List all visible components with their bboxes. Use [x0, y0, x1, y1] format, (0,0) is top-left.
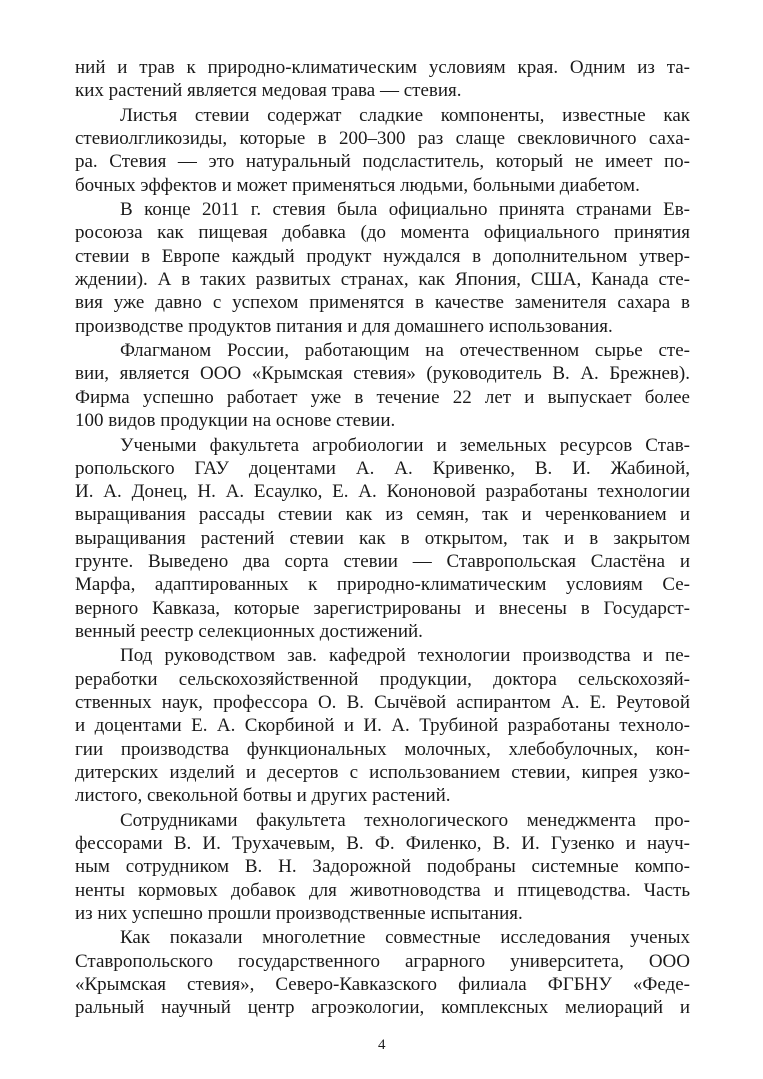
document-body [75, 56, 690, 1019]
text-line: стевиолгликозиды, которые в 200–300 раз слаще свекловичного саха- [75, 128, 690, 150]
text-line: реработки сельскохозяйственной продукции, доктора сельскохозяй- [75, 668, 690, 690]
text-line: фессорами В. И. Трухачевым, В. Ф. Филенко, В. И. Гузенко и науч- [75, 832, 690, 854]
paragraph [75, 104, 690, 197]
text-line: дитерских изделий и десертов с использованием стевии, кипрея узко- [75, 761, 690, 783]
text-line: ным сотрудником В. Н. Задорожной подобраны системные компо- [75, 856, 690, 878]
text-line: ждении). А в таких развитых странах, как Япония, США, Канада сте- [75, 269, 690, 291]
text-line: грунте. Выведено два сорта стевии — Ставропольская Сластёна и [75, 550, 690, 572]
text-line: гии производства функциональных молочных, хлебобулочных, кон- [75, 738, 690, 760]
text-line: Ставропольского государственного аграрного университета, ООО [75, 950, 690, 972]
paragraph [75, 644, 690, 807]
text-line: бочных эффектов и может применяться людьми, больными диабетом. [75, 174, 640, 196]
text-line: выращивания растений стевии как в открытом, так и в закрытом [75, 527, 690, 549]
paragraph [75, 56, 690, 103]
text-line: ропольского ГАУ доцентами А. А. Кривенко, В. И. Жабиной, [75, 457, 690, 479]
text-line: Марфа, адаптированных к природно-климатическим условиям Се- [75, 574, 690, 596]
text-line: Флагманом России, работающим на отечественном сырье сте- [120, 340, 690, 362]
paragraph [75, 434, 690, 644]
text-line: Фирма успешно работает уже в течение 22 лет и выпускает более [75, 386, 690, 408]
text-line: и доцентами Е. А. Скорбиной и И. А. Трубиной разработаны техноло- [75, 715, 690, 737]
text-line: «Крымская стевия», Северо-Кавказского филиала ФГБНУ «Феде- [75, 973, 690, 995]
text-line: производстве продуктов питания и для домашнего использования. [75, 315, 613, 337]
text-line: венный реестр селекционных достижений. [75, 620, 423, 642]
text-line: верного Кавказа, которые зарегистрированы и внесены в Государст- [75, 597, 690, 619]
text-line: вии, является ООО «Крымская стевия» (руководитель В. А. Брежнев). [75, 363, 690, 385]
text-line: ственных наук, профессора О. В. Сычёвой аспирантом А. Е. Реутовой [75, 691, 690, 713]
text-line: Листья стевии содержат сладкие компоненты, известные как [120, 104, 690, 126]
page-number: 4 [378, 1037, 386, 1053]
text-line: И. А. Донец, Н. А. Есаулко, Е. А. Кононовой разработаны технологии [75, 481, 690, 503]
text-line: ний и трав к природно-климатическим условиям края. Одним из та- [75, 57, 690, 78]
paragraph [75, 809, 690, 925]
text-line: листого, свекольной ботвы и других растений. [75, 785, 451, 807]
text-line: ненты кормовых добавок для животноводства и птицеводства. Часть [75, 879, 690, 901]
text-line: из них успешно прошли производственные испытания. [75, 902, 523, 924]
text-line: выращивания рассады стевии как из семян, так и черенкованием и [75, 504, 690, 526]
text-line: Учеными факультета агробиологии и земельных ресурсов Став- [120, 434, 690, 456]
text-line: В конце 2011 г. стевия была официально принята странами Ев- [120, 199, 690, 221]
text-line: росоюза как пищевая добавка (до момента официального принятия [75, 222, 690, 244]
text-line: Как показали многолетние совместные исследования ученых [120, 927, 690, 949]
text-line: ра. Стевия — это натуральный подсластитель, который не имеет по- [75, 151, 690, 173]
text-line: стевии в Европе каждый продукт нуждался в дополнительном утвер- [75, 245, 690, 267]
text-line: вия уже давно с успехом применятся в качестве заменителя сахара в [75, 292, 690, 314]
text-line: ких растений является медовая трава — стевия. [75, 80, 462, 102]
paragraph [75, 339, 690, 432]
text-line: ральный научный центр агроэкологии, комплексных мелиораций и [75, 997, 690, 1019]
text-line: Под руководством зав. кафедрой технологии производства и пе- [120, 645, 690, 667]
text-line: Сотрудниками факультета технологического менеджмента про- [120, 809, 690, 831]
paragraph [75, 198, 690, 338]
text-line: 100 видов продукции на основе стевии. [75, 410, 396, 432]
paragraph [75, 926, 690, 1019]
